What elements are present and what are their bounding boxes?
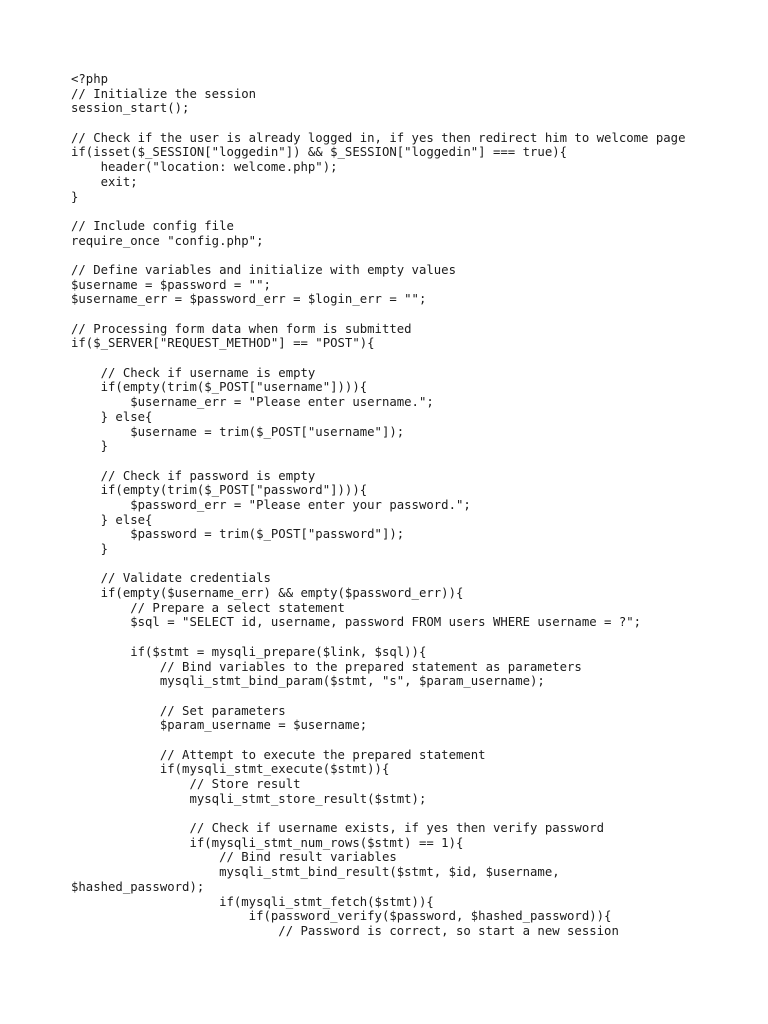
code-line: } else{ — [71, 512, 153, 527]
code-line: if(mysqli_stmt_fetch($stmt)){ — [71, 894, 434, 909]
code-line: $sql = "SELECT id, username, password FROM users WHERE username = ?"; — [71, 615, 642, 630]
code-line: // Include config file — [71, 218, 234, 233]
code-line: // Bind variables to the prepared statement as parameters — [71, 659, 582, 674]
code-line: $password = trim($_POST["password"]); — [71, 527, 405, 542]
code-line: $username_err = $password_err = $login_err = ""; — [71, 292, 427, 307]
code-line: $hashed_password); — [71, 879, 205, 894]
code-line: $password_err = "Please enter your password."; — [71, 497, 471, 512]
code-line: // Initialize the session — [71, 86, 257, 101]
code-line: // Check if username exists, if yes then verify password — [71, 821, 605, 836]
code-line: // Validate credentials — [71, 571, 271, 586]
code-line — [71, 204, 751, 219]
code-line: if(mysqli_stmt_num_rows($stmt) == 1){ — [71, 835, 464, 850]
code-line: if(empty(trim($_POST["password"]))){ — [71, 483, 368, 498]
code-line: mysqli_stmt_bind_result($stmt, $id, $username, — [71, 865, 560, 880]
code-line: // Password is correct, so start a new session — [71, 923, 619, 938]
code-line: } — [71, 542, 109, 556]
code-line — [71, 116, 751, 131]
code-line: } — [71, 439, 109, 454]
code-line: $param_username = $username; — [71, 718, 368, 733]
code-line: } else{ — [71, 409, 153, 424]
code-line: if(mysqli_stmt_execute($stmt)){ — [71, 762, 390, 777]
code-line: // Check if username is empty — [71, 365, 316, 380]
code-line: if(password_verify($password, $hashed_password)){ — [71, 909, 612, 924]
code-line — [71, 248, 751, 263]
code-line — [71, 351, 751, 366]
code-line: mysqli_stmt_store_result($stmt); — [71, 791, 427, 806]
code-line: // Set parameters — [71, 703, 286, 718]
code-line — [71, 454, 751, 469]
code-line: // Attempt to execute the prepared statement — [71, 747, 486, 762]
code-line — [71, 630, 751, 645]
code-line: // Check if password is empty — [71, 468, 316, 483]
code-line: // Check if the user is already logged in, if yes then redirect him to welcome page — [71, 130, 686, 145]
code-line — [71, 557, 751, 572]
code-line: if($stmt = mysqli_prepare($link, $sql)){ — [71, 644, 427, 659]
code-line: if($_SERVER["REQUEST_METHOD"] == "POST"){ — [71, 336, 375, 351]
code-line: if(isset($_SESSION["loggedin"]) && $_SESSION["loggedin"] === true){ — [71, 145, 568, 160]
code-line: $username = trim($_POST["username"]); — [71, 424, 405, 439]
code-line: if(empty($username_err) && empty($password_err)){ — [71, 586, 464, 601]
code-line: exit; — [71, 174, 138, 189]
code-line — [71, 307, 751, 322]
code-line: // Store result — [71, 777, 301, 791]
code-line — [71, 733, 751, 748]
code-line — [71, 806, 751, 821]
code-line: $username = $password = ""; — [71, 277, 271, 292]
code-line: // Bind result variables — [71, 850, 397, 865]
code-line: header("location: welcome.php"); — [71, 160, 338, 175]
code-line — [71, 689, 751, 704]
code-line: // Processing form data when form is submitted — [71, 321, 412, 336]
code-line: if(empty(trim($_POST["username"]))){ — [71, 380, 368, 395]
code-line: } — [71, 189, 79, 204]
code-listing — [71, 72, 751, 939]
code-line: // Define variables and initialize with empty values — [71, 262, 456, 277]
code-line: $username_err = "Please enter username."; — [71, 395, 434, 410]
code-line: require_once "config.php"; — [71, 233, 264, 248]
code-line: <?php — [71, 72, 109, 86]
code-line: mysqli_stmt_bind_param($stmt, "s", $param_username); — [71, 674, 545, 689]
code-line: // Prepare a select statement — [71, 600, 345, 615]
code-line: session_start(); — [71, 101, 190, 116]
